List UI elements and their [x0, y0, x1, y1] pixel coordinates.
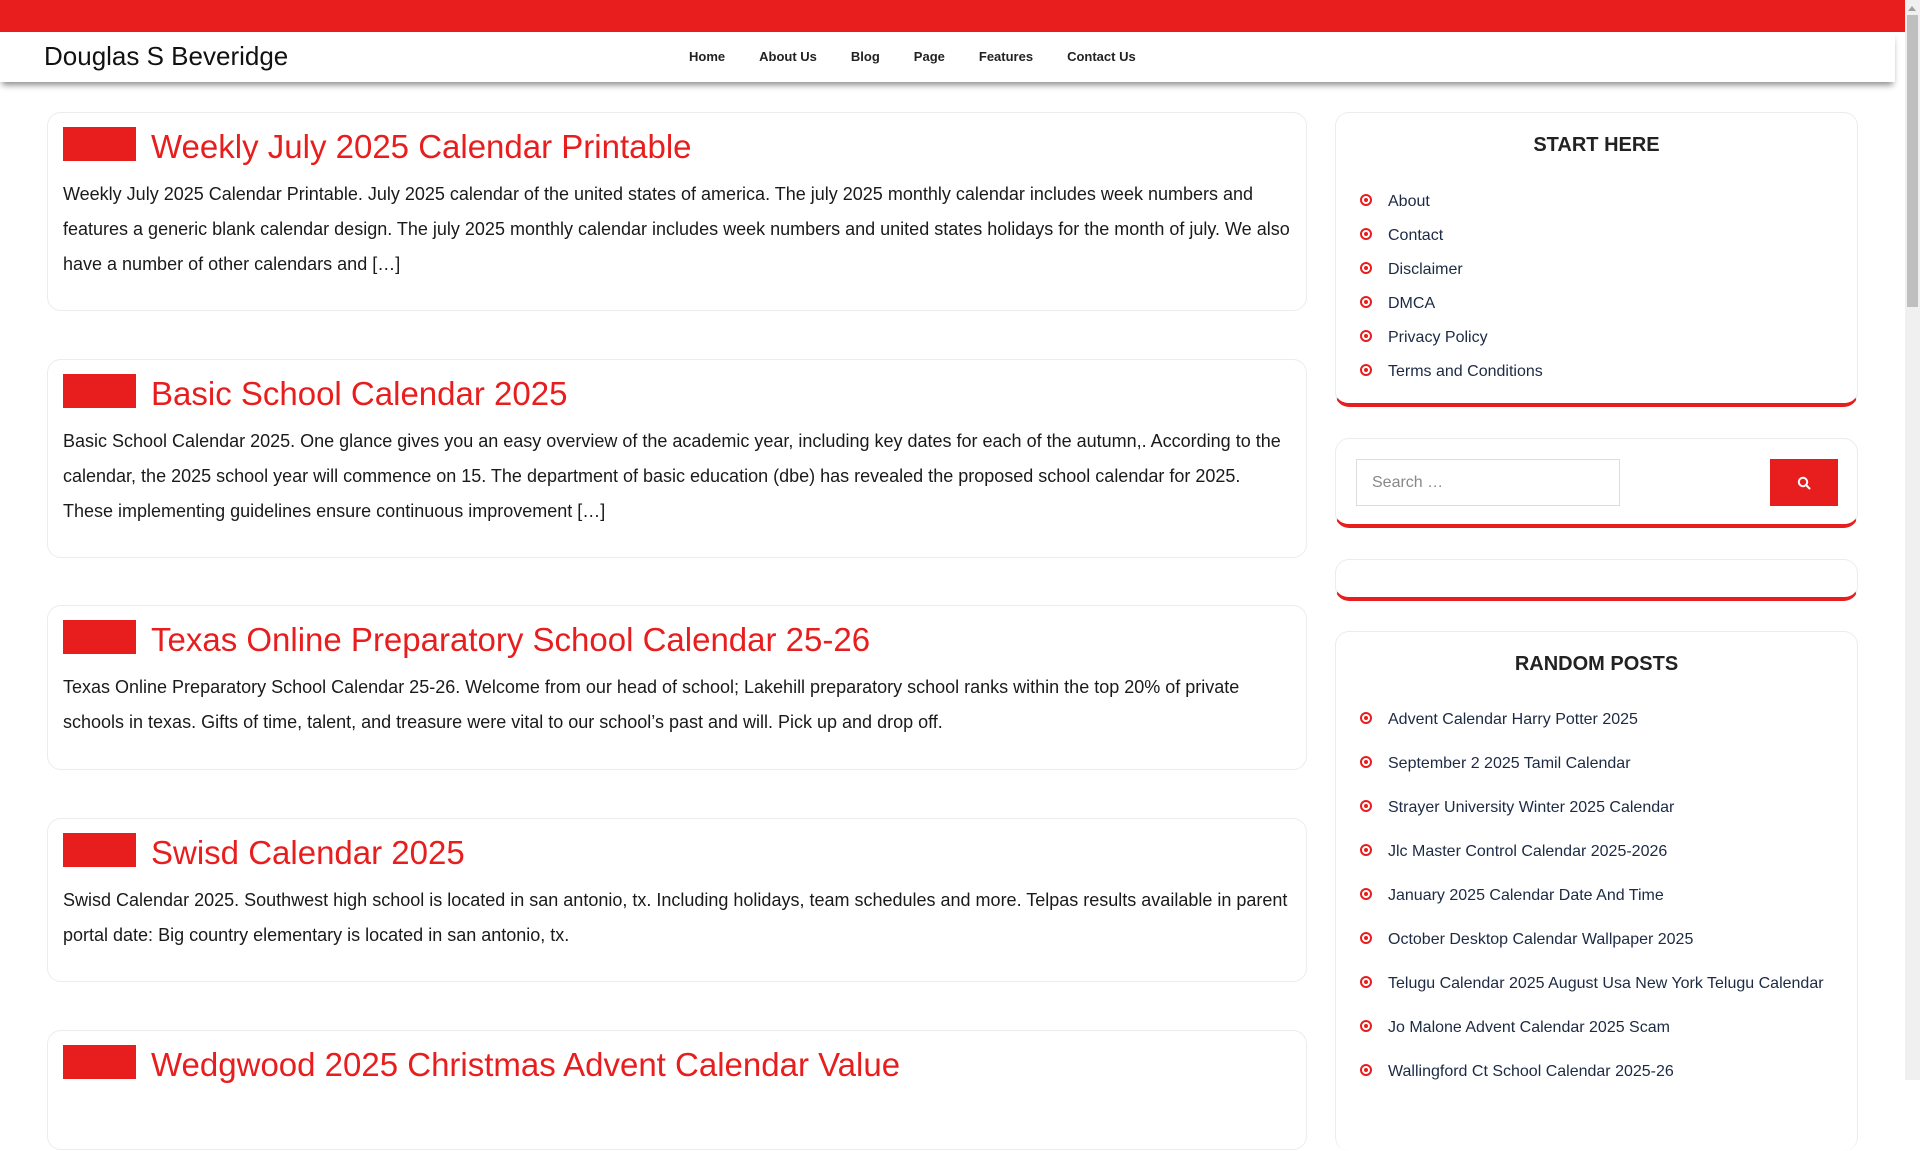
nav-blog[interactable]: Blog [850, 49, 880, 64]
list-item [1358, 321, 1847, 355]
target-bullet-icon [1360, 364, 1372, 376]
post-title-link[interactable]: Wedgwood 2025 Christmas Advent Calendar Value [151, 1046, 901, 1083]
random-post-link[interactable]: Wallingford Ct School Calendar 2025-26 [1388, 1063, 1674, 1080]
search-input[interactable] [1356, 459, 1620, 506]
random-post-link[interactable]: September 2 2025 Tamil Calendar [1388, 755, 1631, 772]
list-item [1358, 1050, 1847, 1094]
post-card [47, 112, 1307, 311]
post-thumbnail[interactable] [63, 833, 136, 867]
random-post-link[interactable]: January 2025 Calendar Date And Time [1388, 887, 1664, 904]
target-bullet-icon [1360, 262, 1372, 274]
top-accent-bar [0, 0, 1905, 32]
list-item [1358, 918, 1847, 962]
start-here-list [1358, 185, 1847, 389]
list-item [1358, 830, 1847, 874]
target-bullet-icon [1360, 712, 1372, 724]
random-post-link[interactable]: Advent Calendar Harry Potter 2025 [1388, 711, 1638, 728]
random-posts-list [1358, 698, 1847, 1094]
nav-contact-us[interactable]: Contact Us [1067, 49, 1136, 64]
widget-heading: RANDOM POSTS [1514, 653, 1679, 675]
list-item [1358, 1006, 1847, 1050]
link-contact[interactable]: Contact [1388, 227, 1444, 244]
list-item [1358, 355, 1847, 389]
target-bullet-icon [1360, 888, 1372, 900]
nav-page[interactable]: Page [913, 49, 945, 64]
site-header [0, 32, 1895, 82]
scrollbar-thumb[interactable] [1907, 15, 1918, 307]
post-card [47, 1030, 1307, 1150]
site-logo[interactable]: Douglas S Beveridge [44, 41, 289, 71]
random-post-link[interactable]: Jlc Master Control Calendar 2025-2026 [1388, 843, 1668, 860]
list-item [1358, 874, 1847, 918]
target-bullet-icon [1360, 756, 1372, 768]
link-privacy-policy[interactable]: Privacy Policy [1388, 329, 1488, 346]
random-posts-widget [1335, 631, 1858, 1151]
post-thumbnail[interactable] [63, 620, 136, 654]
link-about[interactable]: About [1388, 193, 1430, 210]
link-disclaimer[interactable]: Disclaimer [1388, 261, 1463, 278]
target-bullet-icon [1360, 844, 1372, 856]
list-item [1358, 287, 1847, 321]
list-item [1358, 253, 1847, 287]
search-widget [1335, 438, 1858, 528]
post-card [47, 359, 1307, 558]
empty-widget [1335, 559, 1858, 601]
target-bullet-icon [1360, 1020, 1372, 1032]
random-post-link[interactable]: Telugu Calendar 2025 August Usa New York Telugu Calendar [1388, 975, 1824, 992]
random-post-link[interactable]: October Desktop Calendar Wallpaper 2025 [1388, 931, 1694, 948]
random-post-link[interactable]: Jo Malone Advent Calendar 2025 Scam [1388, 1019, 1670, 1036]
start-here-widget [1335, 112, 1858, 407]
nav-features[interactable]: Features [978, 49, 1034, 64]
search-button[interactable] [1770, 459, 1838, 506]
target-bullet-icon [1360, 932, 1372, 944]
main-nav [672, 32, 1153, 82]
list-item [1358, 219, 1847, 253]
post-thumbnail[interactable] [63, 127, 136, 161]
post-title-link[interactable]: Weekly July 2025 Calendar Printable [151, 128, 692, 165]
nav-home[interactable]: Home [689, 49, 726, 64]
post-title-link[interactable]: Swisd Calendar 2025 [151, 834, 465, 871]
post-card [47, 818, 1307, 982]
target-bullet-icon [1360, 296, 1372, 308]
widget-heading: START HERE [1533, 134, 1660, 156]
list-item [1358, 185, 1847, 219]
post-excerpt: Weekly July 2025 Calendar Printable. July 2025 calendar of the united states of america. The july 2025 monthly calendar includes week numbers and features a generic blank calendar design. The july 2025 monthly calendar includes week numbers and united states holidays for the month of july. We also have a number of other calendars and […] [63, 184, 1290, 274]
random-post-link[interactable]: Strayer University Winter 2025 Calendar [1388, 799, 1675, 816]
target-bullet-icon [1360, 1064, 1372, 1076]
post-title-link[interactable]: Texas Online Preparatory School Calendar 25-26 [151, 621, 871, 658]
vertical-scrollbar[interactable] [1905, 0, 1920, 1080]
search-icon [1797, 476, 1811, 490]
post-thumbnail[interactable] [63, 374, 136, 408]
scroll-up-arrow-icon[interactable] [1908, 6, 1916, 11]
list-item [1358, 742, 1847, 786]
post-excerpt: Swisd Calendar 2025. Southwest high school is located in san antonio, tx. Including holidays, team schedules and more. Telpas results available in parent portal date: Big country elementary is located in san antonio, tx. [63, 890, 1288, 945]
post-excerpt: Basic School Calendar 2025. One glance gives you an easy overview of the academic year, including key dates for each of the autumn,. According to the calendar, the 2025 school year will commence on 15. The department of basic education (dbe) has revealed the proposed school calendar for 2025. These implementing guidelines ensure continuous improvement […] [63, 431, 1281, 521]
post-thumbnail[interactable] [63, 1045, 136, 1079]
target-bullet-icon [1360, 228, 1372, 240]
nav-about-us[interactable]: About Us [759, 49, 817, 64]
post-title-link[interactable]: Basic School Calendar 2025 [151, 375, 568, 412]
target-bullet-icon [1360, 976, 1372, 988]
list-item [1358, 698, 1847, 742]
target-bullet-icon [1360, 330, 1372, 342]
link-dmca[interactable]: DMCA [1388, 295, 1436, 312]
target-bullet-icon [1360, 800, 1372, 812]
target-bullet-icon [1360, 194, 1372, 206]
post-card [47, 605, 1307, 770]
post-excerpt: Texas Online Preparatory School Calendar 25-26. Welcome from our head of school; Lakehill preparatory school ranks within the top 20% of private schools in texas. Gifts of time, talent, and treasure were vital to our school’s past and will. Pick up and drop off. [63, 677, 1240, 732]
list-item [1358, 786, 1847, 830]
list-item [1358, 962, 1847, 1006]
link-terms-and-conditions[interactable]: Terms and Conditions [1388, 363, 1543, 380]
